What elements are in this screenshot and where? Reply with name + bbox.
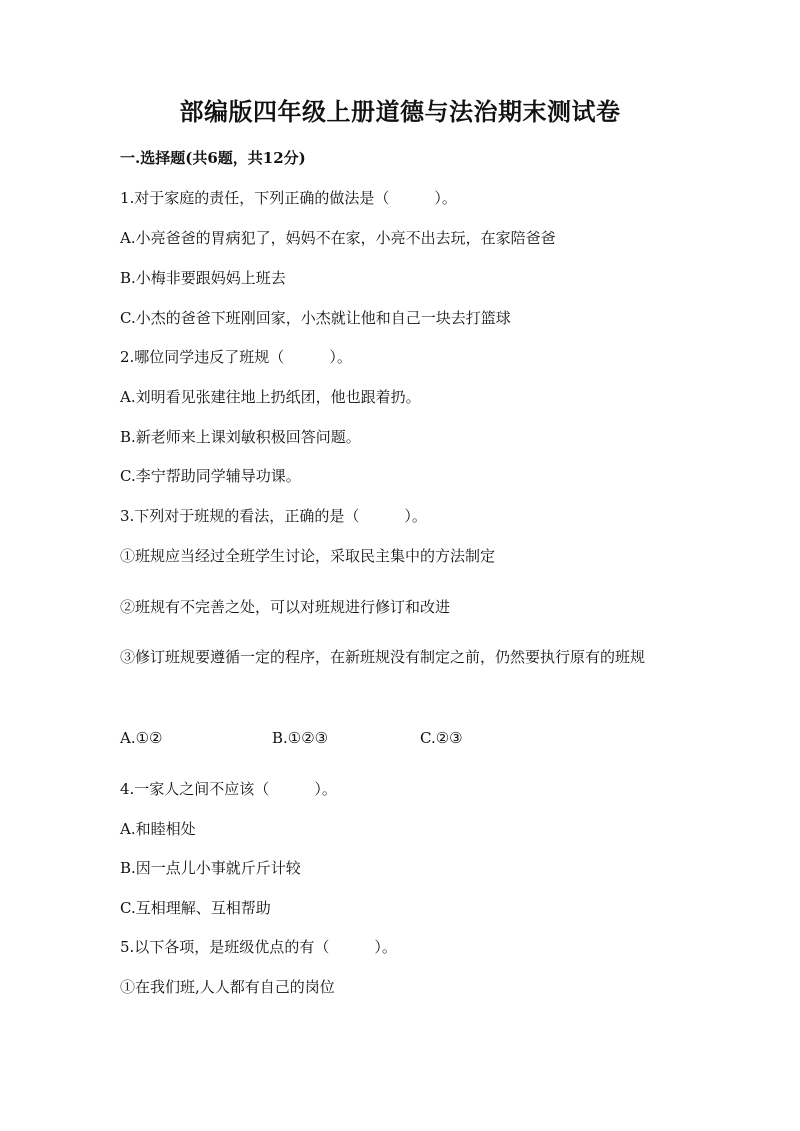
question-1-option-c: C.小杰的爸爸下班刚回家，小杰就让他和自己一块去打篮球 — [120, 309, 511, 327]
section-heading: 一.选择题(共6题，共12分) — [120, 149, 306, 167]
question-1-option-a: A.小亮爸爸的胃病犯了，妈妈不在家，小亮不出去玩，在家陪爸爸 — [120, 229, 556, 247]
question-2-stem: 2.哪位同学违反了班规（ ）。 — [120, 348, 352, 366]
page-title: 部编版四年级上册道德与法治期末测试卷 — [179, 97, 621, 126]
question-3-option-c: C.②③ — [420, 729, 463, 747]
question-4-option-a: A.和睦相处 — [120, 820, 196, 838]
question-3-option-a: A.①② — [120, 729, 163, 747]
question-2-option-c: C.李宁帮助同学辅导功课。 — [120, 467, 301, 485]
question-4-option-b: B.因一点儿小事就斤斤计较 — [120, 859, 301, 877]
question-3-statement-3: ③修订班规要遵循一定的程序，在新班规没有制定之前，仍然要执行原有的班规 — [120, 648, 646, 666]
question-2-option-b: B.新老师来上课刘敏积极回答问题。 — [120, 428, 361, 446]
question-5-stem: 5.以下各项，是班级优点的有（ ）。 — [120, 938, 397, 956]
question-1-stem: 1.对于家庭的责任，下列正确的做法是（ ）。 — [120, 189, 457, 207]
question-3-stem: 3.下列对于班规的看法，正确的是（ ）。 — [120, 507, 427, 525]
question-3-option-b: B.①②③ — [272, 729, 329, 747]
question-3-statement-1: ①班规应当经过全班学生讨论，采取民主集中的方法制定 — [120, 547, 496, 565]
question-3-statement-2: ②班规有不完善之处，可以对班规进行修订和改进 — [120, 598, 451, 616]
question-2-option-a: A.刘明看见张建往地上扔纸团，他也跟着扔。 — [120, 388, 421, 406]
question-4-option-c: C.互相理解、互相帮助 — [120, 899, 271, 917]
question-5-statement-1: ①在我们班,人人都有自己的岗位 — [120, 978, 335, 996]
question-4-stem: 4.一家人之间不应该（ ）。 — [120, 780, 337, 798]
question-1-option-b: B.小梅非要跟妈妈上班去 — [120, 269, 286, 287]
